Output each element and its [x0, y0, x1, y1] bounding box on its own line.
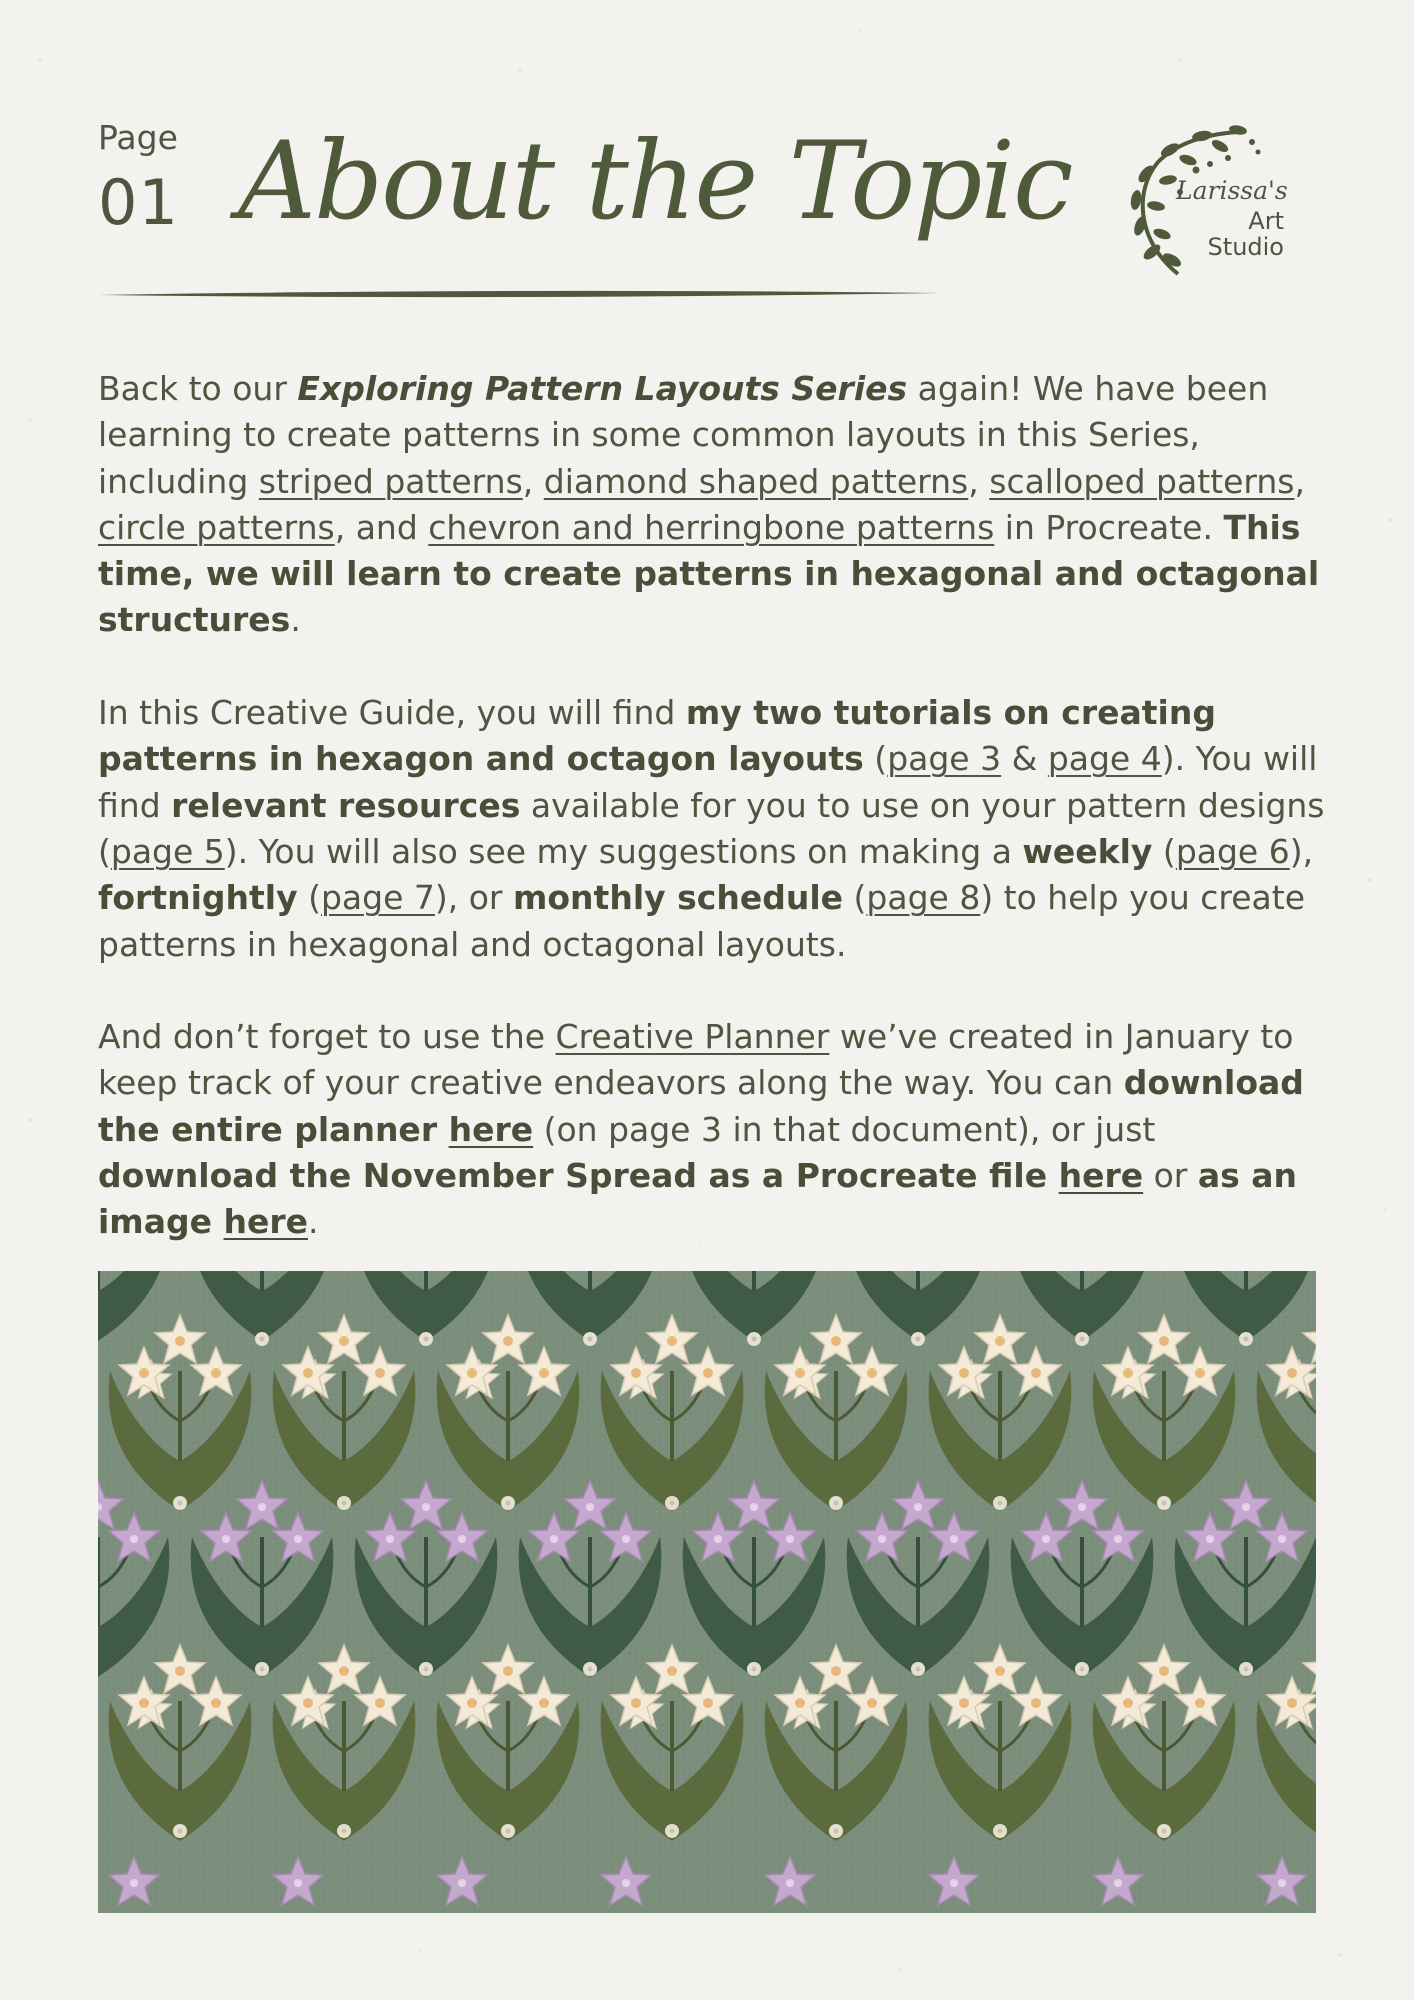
- text: ) to help you create patterns in hexagonal and octagonal layouts.: [98, 878, 1305, 964]
- link-download-planner[interactable]: here: [448, 1109, 534, 1149]
- page-title: About the Topic: [238, 119, 1072, 244]
- link-diamond-patterns[interactable]: diamond shaped patterns: [543, 461, 969, 501]
- text: ,: [1294, 461, 1305, 501]
- text: we’ve created in January to keep track of your creative endeavors along the way. You can: [98, 1017, 1294, 1103]
- link-creative-planner[interactable]: Creative Planner: [555, 1017, 830, 1057]
- link-page-3[interactable]: page 3: [887, 739, 1002, 779]
- paragraph-intro: [98, 366, 1330, 644]
- link-scalloped-patterns[interactable]: scalloped patterns: [989, 461, 1295, 501]
- text: (on page 3 in that document), or just: [533, 1109, 1156, 1149]
- emphasis: as an image: [98, 1156, 1298, 1242]
- page-label: Page: [98, 118, 178, 157]
- text: or: [1143, 1156, 1198, 1196]
- text: .: [290, 600, 301, 640]
- text: .: [308, 1202, 319, 1242]
- text: In this Creative Guide, you will find: [98, 693, 686, 733]
- emphasis: download the November Spread as a Procreate file: [98, 1156, 1059, 1196]
- text: ,: [968, 461, 990, 501]
- text: Back to our: [98, 369, 298, 408]
- link-chevron-patterns[interactable]: chevron and herringbone patterns: [428, 507, 995, 547]
- text: (: [863, 739, 888, 779]
- paragraph-planner: [98, 1014, 1330, 1245]
- text: , and: [334, 507, 429, 547]
- logo-studio: Studio: [1207, 233, 1284, 261]
- text: ). You will find: [98, 739, 1318, 825]
- paragraph-guide: [98, 690, 1330, 968]
- link-page-4[interactable]: page 4: [1047, 739, 1162, 779]
- emphasis: relevant resources: [171, 785, 521, 825]
- emphasis: download the entire planner: [98, 1063, 1304, 1149]
- link-page-8[interactable]: page 8: [866, 878, 981, 918]
- logo-art: Art: [1248, 207, 1284, 235]
- logo-name: Larissa's: [1176, 176, 1288, 205]
- text: ,: [522, 461, 544, 501]
- text: (: [297, 878, 321, 918]
- text: (: [843, 878, 867, 918]
- studio-logo: [1118, 122, 1296, 282]
- title-underline: [98, 288, 940, 302]
- text: ),: [1289, 831, 1314, 871]
- article-body: [98, 366, 1330, 1292]
- text: And don’t forget to use the: [98, 1017, 556, 1057]
- emphasis: fortnightly: [98, 878, 298, 918]
- link-page-6[interactable]: page 6: [1175, 831, 1290, 871]
- emphasis: monthly schedule: [513, 878, 844, 918]
- link-circle-patterns[interactable]: circle patterns: [98, 507, 335, 547]
- text: in Procreate.: [994, 507, 1224, 547]
- text: (: [1152, 831, 1176, 871]
- text: again! We have been learning to create patterns in some common layouts in this Series, including: [98, 369, 1269, 501]
- page-number: 01: [98, 166, 179, 239]
- emphasis: my two tutorials on creating patterns in hexagon and octagon layouts: [98, 693, 1216, 779]
- text: &: [1001, 739, 1048, 779]
- link-procreate-file[interactable]: here: [1058, 1156, 1144, 1196]
- series-name: Exploring Pattern Layouts Series: [297, 369, 908, 408]
- pattern-image: [98, 1271, 1316, 1913]
- emphasis: weekly: [1022, 831, 1153, 871]
- text: ). You will also see my suggestions on making a: [224, 831, 1023, 871]
- emphasis: This time, we will learn to create patterns in hexagonal and octagonal structures: [98, 507, 1320, 640]
- link-page-5[interactable]: page 5: [110, 831, 225, 871]
- link-striped-patterns[interactable]: striped patterns: [258, 461, 523, 501]
- link-page-7[interactable]: page 7: [320, 878, 435, 918]
- link-image[interactable]: here: [223, 1202, 308, 1242]
- text: ), or: [434, 878, 513, 918]
- text: available for you to use on your pattern designs (: [98, 785, 1325, 871]
